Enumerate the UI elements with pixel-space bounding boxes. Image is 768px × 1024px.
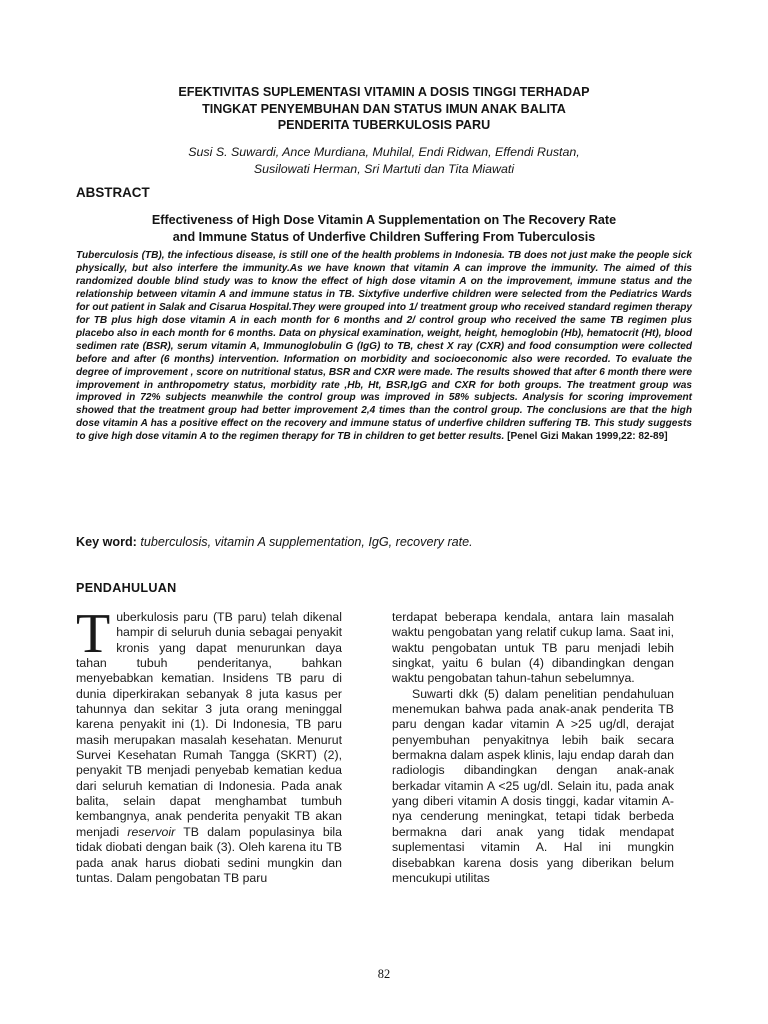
body-text: TB dalam populasinya bila tidak diobati dengan baik (3). Oleh karena itu TB pada anak harus diobati sedini mungkin dan tuntas. Dalam pengobatan TB paru (76, 824, 342, 885)
paper-title-line-2: TINGKAT PENYEMBUHAN DAN STATUS IMUN ANAK BALITA (202, 101, 566, 116)
abstract-english-title-line-1: Effectiveness of High Dose Vitamin A Supplementation on The Recovery Rate (151, 213, 617, 227)
paper-title (90, 84, 678, 134)
abstract-english-title-line-2: and Immune Status of Underfive Children Suffering From Tuberculosis (172, 230, 596, 244)
authors-line-1: Susi S. Suwardi, Ance Murdiana, Muhilal, Endi Ridwan, Effendi Rustan, (188, 145, 580, 159)
author-list (90, 144, 678, 178)
abstract-citation: [Penel Gizi Makan 1999,22: 82-89] (507, 431, 668, 443)
paper-title-line-1: EFEKTIVITAS SUPLEMENTASI VITAMIN A DOSIS TINGGI TERHADAP (178, 85, 590, 99)
abstract-text (76, 250, 692, 444)
body-column-left (76, 610, 342, 955)
keywords-label: Key word: (76, 535, 137, 549)
body-paragraph: Suwarti dkk (5) dalam penelitian pendahuluan menemukan bahwa pada anak-anak penderita TB paru dengan kadar vitamin A >25 ug/dl, derajat penyembuhan penyakitnya lebih baik secara bermakna dalam aspek klinis, laju endap darah dan radiologis dibandingkan dengan anak-anak berkadar vitamin A <25 ug/dl. Selain itu, pada anak yang diberi vitamin A dosis tinggi, kadar vitamin A-nya cenderung meningkat, tetapi tidak berbeda bermakna dari anak yang tidak mendapat suplementasi vitamin A. Hal ini mungkin disebabkan karena dosis yang diberikan belum mencukupi utilitas (392, 686, 674, 885)
body-text: uberkulosis paru (TB paru) telah dikenal hampir di seluruh dunia sebagai penyakit kronis yang dapat menurunkan daya tahan tubuh penderitanya, bahkan menyebabkan kematian. Insidens TB paru di dunia diperkirakan sebanyak 8 juta kasus per tahunnya dan sekitar 3 juta orang meninggal karena penyakit ini (1). Di Indonesia, TB paru masih merupakan masalah kesehatan. Menurut Survei Kesehatan Rumah Tangga (SKRT) (2), penyakit TB menjadi penyebab kematian kedua dari seluruh kematian di Indonesia. Pada anak balita, selain dapat menghambat tumbuh kembangnya, anak penderita penyakit TB akan menjadi (76, 610, 342, 839)
body-column-right (392, 610, 674, 955)
paper-title-line-3: PENDERITA TUBERKULOSIS PARU (277, 118, 491, 132)
drop-cap: T (76, 610, 111, 665)
body-paragraph: terdapat beberapa kendala, antara lain masalah waktu pengobatan yang relatif cukup lama. Saat ini, waktu pengobatan untuk TB paru menjadi lebih singkat, yaitu 6 bulan (4) dibandingkan dengan waktu pengobatan tahun-tahun sebelumnya. (392, 610, 674, 686)
abstract-heading: ABSTRACT (76, 185, 150, 200)
body-italic-term: reservoir (127, 824, 176, 839)
section-heading: PENDAHULUAN (76, 581, 177, 595)
abstract-english-title (90, 212, 678, 246)
keywords (76, 534, 692, 550)
abstract-body: Tuberculosis (TB), the infectious disease, is still one of the health problems in Indonesia. TB does not just make the people sick physically, but also interfere the immunity.As we have known that vitamin A can improve the immunity. The aimed of this randomized double blind study was to know the effect of high dose vitamin A on the improvement, immune status and the relationship between vitamin A and immune status in TB. Sixtyfive underfive children were selected from the Pediatrics Wards for out patient in Salak and Cisarua Hospital.They were grouped into 1/ treatment group who received standard regimen therapy for TB plus high dose vitamin A in each month for 6 months and 2/ control group who received the same TB regimen plus placebo also in each month for 6 months. Data on physical examination, weight, height, hemoglobin (Hb), hematocrit (Ht), blood sedimen rate (BSR), serum vitamin A, Immunoglobulin G (IgG) to TB, chest X ray (CXR) and food consumption were collected before and after (6 months) intervention. Information on morbidity and socioeconomic also were recorded. To evaluate the degree of improvement , score on nutritional status, BSR and CXR were made. The results showed that after 6 month there were improvement in anthropometry status, morbidity rate ,Hb, Ht, BSR,IgG and CXR for both groups. The treatment group was improved in 72% subjects meanwhile the control group was improved in 58% subjects. Analysis for scoring improvement showed that the treatment group had better improvement 2,4 times than the control group. The conclusions are that the high dose vitamin A has a positive effect on the recovery and immune status of underfive children suffering TB. This study suggests to give high dose vitamin A to the regimen therapy for TB in children to get better results. (76, 250, 692, 443)
body-paragraph (76, 610, 342, 886)
page-number: 82 (377, 967, 391, 981)
keywords-text: tuberculosis, vitamin A supplementation, IgG, recovery rate. (140, 535, 473, 549)
authors-line-2: Susilowati Herman, Sri Martuti dan Tita Miawati (253, 162, 515, 176)
